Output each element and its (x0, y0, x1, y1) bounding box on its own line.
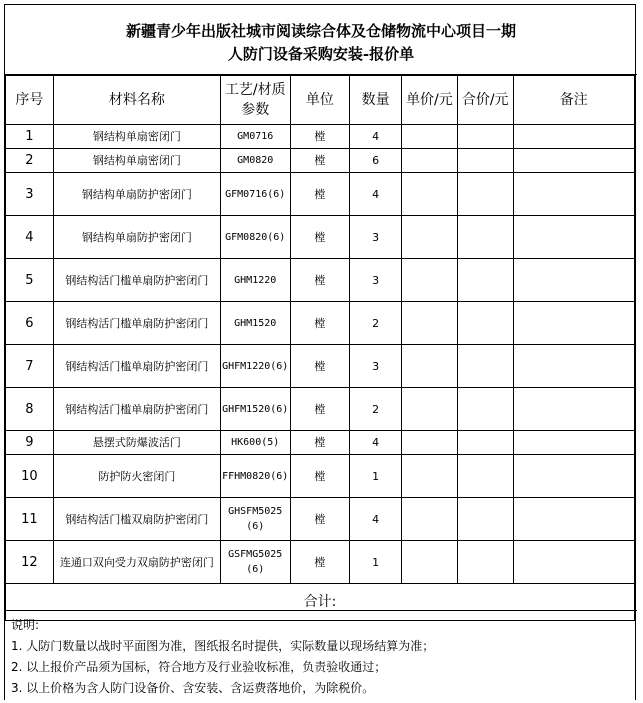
row-spec: GHSFM5025(6) (220, 498, 290, 541)
row-seq: 3 (6, 173, 54, 216)
title-line-1: 新疆青少年出版社城市阅读综合体及仓储物流中心项目一期 (125, 22, 516, 40)
total-label: 合计: (6, 584, 635, 621)
row-unit: 樘 (290, 541, 350, 584)
header-row (6, 76, 635, 125)
header-total-price: 合价/元 (457, 76, 513, 125)
row-seq: 12 (6, 541, 54, 584)
row-unit: 樘 (290, 173, 350, 216)
row-unit-price (402, 173, 458, 216)
row-unit: 樘 (290, 216, 350, 259)
quotation-sheet (4, 4, 636, 700)
notes-heading: 说明: (11, 618, 40, 632)
row-spec: HK600(5) (220, 431, 290, 455)
row-remark (513, 259, 634, 302)
document-title (5, 5, 637, 75)
notes-section (5, 610, 637, 701)
title-line-2: 人防门设备采购安装-报价单 (227, 45, 415, 63)
row-unit-price (402, 216, 458, 259)
row-total-price (457, 345, 513, 388)
row-seq: 11 (6, 498, 54, 541)
row-remark (513, 388, 634, 431)
header-spec: 工艺/材质参数 (220, 76, 290, 125)
table-row (6, 173, 635, 216)
header-qty: 数量 (350, 76, 402, 125)
row-unit-price (402, 431, 458, 455)
row-total-price (457, 498, 513, 541)
row-total-price (457, 431, 513, 455)
row-unit: 樘 (290, 431, 350, 455)
row-qty: 4 (350, 431, 402, 455)
row-unit: 樘 (290, 498, 350, 541)
row-name: 防护防火密闭门 (53, 455, 220, 498)
row-unit-price (402, 259, 458, 302)
row-seq: 9 (6, 431, 54, 455)
row-name: 钢结构活门槛单扇防护密闭门 (53, 345, 220, 388)
row-qty: 2 (350, 302, 402, 345)
table-row (6, 455, 635, 498)
table-row (6, 541, 635, 584)
table-row (6, 345, 635, 388)
row-seq: 7 (6, 345, 54, 388)
row-qty: 3 (350, 345, 402, 388)
row-spec: GHFM1520(6) (220, 388, 290, 431)
row-qty: 4 (350, 498, 402, 541)
row-spec: GFM0716(6) (220, 173, 290, 216)
row-total-price (457, 216, 513, 259)
table-row (6, 498, 635, 541)
row-unit-price (402, 345, 458, 388)
row-seq: 4 (6, 216, 54, 259)
row-total-price (457, 149, 513, 173)
row-total-price (457, 455, 513, 498)
row-qty: 6 (350, 149, 402, 173)
row-seq: 2 (6, 149, 54, 173)
row-unit: 樘 (290, 345, 350, 388)
row-remark (513, 541, 634, 584)
row-seq: 5 (6, 259, 54, 302)
row-spec: GM0716 (220, 125, 290, 149)
table-row (6, 216, 635, 259)
row-spec: GFM0820(6) (220, 216, 290, 259)
row-name: 钢结构活门槛单扇防护密闭门 (53, 259, 220, 302)
table-row (6, 125, 635, 149)
row-unit: 樘 (290, 455, 350, 498)
header-unit-price: 单价/元 (402, 76, 458, 125)
row-seq: 10 (6, 455, 54, 498)
row-name: 钢结构单扇密闭门 (53, 125, 220, 149)
row-remark (513, 302, 634, 345)
table-row (6, 388, 635, 431)
row-name: 钢结构活门槛单扇防护密闭门 (53, 302, 220, 345)
row-total-price (457, 125, 513, 149)
row-qty: 4 (350, 173, 402, 216)
row-spec: FFHM0820(6) (220, 455, 290, 498)
row-qty: 1 (350, 455, 402, 498)
row-unit-price (402, 388, 458, 431)
row-qty: 4 (350, 125, 402, 149)
row-total-price (457, 173, 513, 216)
row-spec: GM0820 (220, 149, 290, 173)
row-name: 钢结构单扇密闭门 (53, 149, 220, 173)
row-unit: 樘 (290, 302, 350, 345)
note-item: 3. 以上价格为含人防门设备价、含安装、含运费落地价，为除税价。 (11, 681, 375, 695)
header-seq: 序号 (6, 76, 54, 125)
row-remark (513, 431, 634, 455)
row-total-price (457, 259, 513, 302)
row-remark (513, 125, 634, 149)
row-unit-price (402, 498, 458, 541)
row-name: 钢结构活门槛单扇防护密闭门 (53, 388, 220, 431)
row-name: 连通口双向受力双扇防护密闭门 (53, 541, 220, 584)
row-seq: 8 (6, 388, 54, 431)
row-seq: 1 (6, 125, 54, 149)
row-remark (513, 216, 634, 259)
table-row (6, 431, 635, 455)
row-qty: 2 (350, 388, 402, 431)
row-name: 钢结构单扇防护密闭门 (53, 173, 220, 216)
row-remark (513, 173, 634, 216)
row-unit: 樘 (290, 259, 350, 302)
row-remark (513, 345, 634, 388)
row-name: 钢结构单扇防护密闭门 (53, 216, 220, 259)
row-unit-price (402, 125, 458, 149)
header-remark: 备注 (513, 76, 634, 125)
row-unit: 樘 (290, 149, 350, 173)
row-unit-price (402, 149, 458, 173)
row-unit-price (402, 302, 458, 345)
table-row (6, 259, 635, 302)
note-item: 1. 人防门数量以战时平面图为准，图纸报名时提供，实际数量以现场结算为准； (11, 639, 435, 653)
header-unit: 单位 (290, 76, 350, 125)
row-name: 悬摆式防爆波活门 (53, 431, 220, 455)
row-unit: 樘 (290, 125, 350, 149)
row-qty: 3 (350, 216, 402, 259)
row-unit-price (402, 541, 458, 584)
quotation-table (5, 75, 635, 621)
row-spec: GHFM1220(6) (220, 345, 290, 388)
row-remark (513, 149, 634, 173)
row-name: 钢结构活门槛双扇防护密闭门 (53, 498, 220, 541)
row-total-price (457, 541, 513, 584)
row-remark (513, 455, 634, 498)
row-seq: 6 (6, 302, 54, 345)
row-spec: GSFMG5025(6) (220, 541, 290, 584)
note-item: 2. 以上报价产品须为国标，符合地方及行业验收标准，负责验收通过； (11, 660, 387, 674)
row-spec: GHM1520 (220, 302, 290, 345)
row-qty: 3 (350, 259, 402, 302)
row-spec: GHM1220 (220, 259, 290, 302)
row-unit-price (402, 455, 458, 498)
row-remark (513, 498, 634, 541)
header-name: 材料名称 (53, 76, 220, 125)
row-total-price (457, 302, 513, 345)
table-row (6, 302, 635, 345)
row-total-price (457, 388, 513, 431)
table-row (6, 149, 635, 173)
row-qty: 1 (350, 541, 402, 584)
row-unit: 樘 (290, 388, 350, 431)
